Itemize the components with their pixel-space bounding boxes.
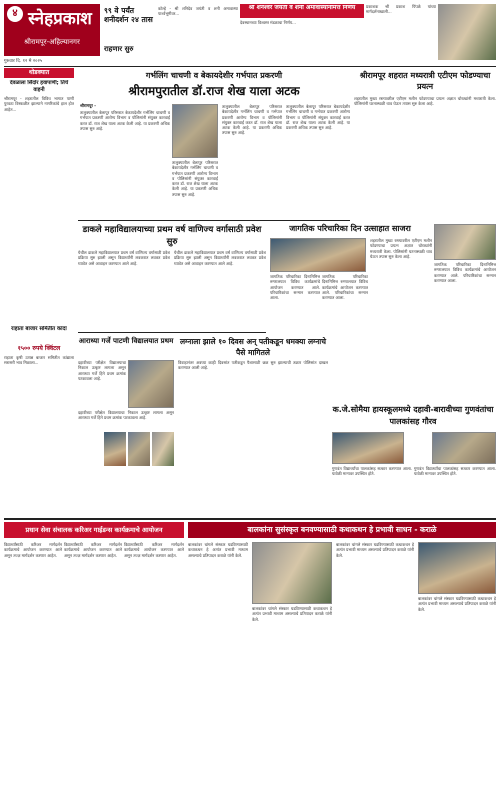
bottom-right-body-col3: बालकांवर चांगले संस्कार घडविण्यासाठी कथाकथन हे अत्यंत प्रभावी माध्यम असल्याचे प्रतिपादन कराळे यांनी केले. <box>336 542 414 558</box>
masthead-logo <box>4 4 100 56</box>
main-body-col4: तालुक्यातील बेलापूर परिसरात बेकायदेशीर गर्भलिंग चाचणी व गर्भपात प्रकरणी आरोग्य विभाग व पोलिसांनी संयुक्त कारवाई करत डॉ. राज शेख याला अटक केली आहे. या प्रकरणी अधिक तपास सुरु आहे. <box>286 104 350 131</box>
main-body-col3: तालुक्यातील बेलापूर परिसरात बेकायदेशीर गर्भलिंग चाचणी व गर्भपात प्रकरणी आरोग्य विभाग व पोलिसांनी संयुक्त कारवाई करत डॉ. राज शेख याला अटक केली आहे. या प्रकरणी अधिक तपास सुरु आहे. <box>222 104 282 136</box>
college-body-cont: येथील डाकले महाविद्यालयात प्रथम वर्ष वाणिज्य वर्गासाठी प्रवेश प्रक्रिया सुरु झाली असून विद्यार्थ्यांनी लवकरात लवकर प्रवेश घ्यावेत असे आवाहन करण्यात आले आहे. <box>174 250 266 266</box>
main-body-cont: तालुक्यातील बेलापूर परिसरात बेकायदेशीर गर्भलिंग चाचणी व गर्भपात प्रकरणी आरोग्य विभाग व पोलिसांनी संयुक्त कारवाई करत डॉ. राज शेख याला अटक केली आहे. या प्रकरणी अधिक तपास सुरु आहे. <box>172 160 218 197</box>
banner-title: श्री शनैश्वर जयंती व शनी अमावास्यनिमित्त निर्णय <box>248 5 356 11</box>
bottom-left-body-cont: विद्यार्थ्यांसाठी करिअर मार्गदर्शन कार्यक्रमाचे आयोजन करण्यात आले असून तज्ज्ञ मार्गदर्शन करणार आहेत. <box>64 542 122 558</box>
promo-status: राहणार सुरु <box>104 45 134 53</box>
nurses-photo <box>270 238 366 272</box>
nurses-body-cont: जागतिक परिचारिका दिनानिमित्त रुग्णालयात विविध कार्यक्रमांचे आयोजन करण्यात आले. परिचारिकांचा सन्मान करण्यात आला. <box>322 274 368 301</box>
bottom-left-headline-box <box>4 522 184 538</box>
school-body-cont: गुणवंत विद्यार्थ्यांचा पालकांसह सत्कार करण्यात आला. यावेळी मान्यवर उपस्थित होते. <box>414 466 496 477</box>
bottom-right-headline-box <box>188 522 496 538</box>
brief-body: श्रीरामपूर - शहरातील विविध भागात पाणी पुरवठा विस्कळीत झाल्याने नागरिकांचे हाल होत आहेत... <box>4 96 74 112</box>
school-headline: क.जे.सोमैया हायस्कूलमध्ये दहावी-बारावीच्या गुणवंतांचा पालकांसह गौरव <box>332 405 494 426</box>
main-photo <box>172 104 218 158</box>
atm-headline: श्रीरामपूर शहरात मध्यरात्री एटीएम फोडण्याचा प्रयत्न <box>359 71 491 91</box>
student-body: दहावीच्या परीक्षेत विद्यालयाचा निकाल उत्कृष्ट लागला असून आराध्या गर्जे हिने प्रथम क्रमांक पटकावला आहे. <box>78 360 126 381</box>
wedding-body: विवाहानंतर अवघ्या काही दिवसांत पतीकडून पैशासाठी छळ सुरु झाल्याची तक्रार पोलिसांत दाखल करण्यात आली आहे. <box>178 360 328 371</box>
newspaper-title: स्नेहप्रकाश <box>28 9 92 29</box>
bottom-right-body-cont: बालकांवर चांगले संस्कार घडविण्यासाठी कथाकथन हे अत्यंत प्रभावी माध्यम असल्याचे प्रतिपादन कराळे यांनी केले. <box>252 606 332 622</box>
market-title: राहाता बाजार समितीत कांदा <box>11 326 67 332</box>
divider <box>78 332 266 333</box>
main-byline: श्रीरामपूर - <box>80 103 96 108</box>
student-photo <box>128 360 174 408</box>
student-photo <box>104 432 126 466</box>
bottom-right-photo <box>252 542 332 604</box>
section-tag: थोडक्यात <box>28 69 50 76</box>
atm-body: शहरातील मुख्य रस्त्यावरील एटीएम मशीन फोडण्याचा प्रयत्न अज्ञात चोरट्यांनी मध्यरात्री केला. पोलिसांनी घटनास्थळी धाव घेऊन तपास सुरु केला आहे. <box>354 96 496 107</box>
divider <box>4 518 496 520</box>
banner-title-box <box>240 4 364 18</box>
bottom-right-photo-2 <box>418 542 496 594</box>
student-headline: आराध्या गर्जे पाटणी विद्यालयात प्रथम <box>78 337 174 345</box>
divider <box>78 220 350 221</box>
masthead-photo <box>438 4 496 60</box>
brief-title: देवळाला सिंदोर हवापाणी; तिचे वाहनी <box>9 80 69 93</box>
atm-body-cont: शहरातील मुख्य रस्त्यावरील एटीएम मशीन फोडण्याचा प्रयत्न अज्ञात चोरट्यांनी मध्यरात्री केला. पोलिसांनी घटनास्थळी धाव घेऊन तपास सुरु केला आहे. <box>370 238 432 259</box>
divider <box>4 66 496 67</box>
student-photos <box>104 432 174 466</box>
teaser-right: प्रकाशक श्री प्रकाश पिंपळे यांच्या मार्गदर्शनाखाली... <box>366 4 436 15</box>
bottom-left-headline: प्रधान सेवा संचालक करिअर गाईडन्स कार्यक्रमाचे आयोजन <box>25 526 163 534</box>
main-kicker: गर्भलिंग चाचणी व बेकायदेशीर गर्भपात प्रकरणी <box>145 71 283 80</box>
newspaper-subtitle: श्रीरामपूर-अहिल्यानगर <box>24 38 80 46</box>
school-photo <box>332 432 404 464</box>
banner-text: देवस्थानच्या विश्वस्त मंडळाचा निर्णय... <box>240 20 296 25</box>
nurses-body-right: जागतिक परिचारिका दिनानिमित्त रुग्णालयात विविध कार्यक्रमांचे आयोजन करण्यात आले. परिचारिकांचा सन्मान करण्यात आला. <box>434 262 496 283</box>
bottom-right-body: बालकांवर चांगले संस्कार घडविण्यासाठी कथाकथन हे अत्यंत प्रभावी माध्यम असल्याचे प्रतिपादन कराळे यांनी केले. <box>188 542 248 558</box>
bottom-left-body: विद्यार्थ्यांसाठी करिअर मार्गदर्शन कार्यक्रमाचे आयोजन करण्यात आले असून तज्ज्ञ मार्गदर्शन करणार आहेत. <box>4 542 62 558</box>
school-photo <box>432 432 496 464</box>
college-body: येथील डाकले महाविद्यालयात प्रथम वर्ष वाणिज्य वर्गासाठी प्रवेश प्रक्रिया सुरु झाली असून विद्यार्थ्यांनी लवकरात लवकर प्रवेश घ्यावेत असे आवाहन करण्यात आले आहे. <box>78 250 170 266</box>
logo-number: ४ <box>7 6 23 22</box>
bottom-left-body-col3: विद्यार्थ्यांसाठी करिअर मार्गदर्शन कार्यक्रमाचे आयोजन करण्यात आले असून तज्ज्ञ मार्गदर्शन करणार आहेत. <box>124 542 184 558</box>
market-price: १५०० रुपये क्विंटल <box>17 345 61 352</box>
bottom-right-headline: बालकांना सुसंस्कृत बनवण्यासाठी कथाकथन हे प्रभावी साधन - कराळे <box>247 525 437 534</box>
college-headline: डाकले महाविद्यालयाच्या प्रथम वर्ष वाणिज्य वर्गासाठी प्रवेश सुरु <box>82 225 262 247</box>
main-headline: श्रीरामपुरातील डॉ.राज शेख याला अटक <box>128 84 300 98</box>
section-tag-box <box>4 68 74 78</box>
main-body: तालुक्यातील बेलापूर परिसरात बेकायदेशीर गर्भलिंग चाचणी व गर्भपात प्रकरणी आरोग्य विभाग व पोलिसांनी संयुक्त कारवाई करत डॉ. राज शेख याला अटक केली आहे. या प्रकरणी अधिक तपास सुरु आहे. <box>80 110 170 131</box>
teaser-left: कोल्हे - श्री शनिदेव जयंती व शनी अमावास्या पार्श्वभूमीवर... <box>158 6 238 17</box>
right-photo <box>434 224 496 260</box>
nurses-headline: जागतिक परिचारिका दिन उत्साहात साजरा <box>289 224 411 233</box>
student-photo <box>152 432 174 466</box>
student-photo <box>128 432 150 466</box>
dateline: गुरुवार दि. १२ मे २०२५ <box>4 59 43 64</box>
promo-headline: ९९ वे पर्यंत शनीदर्शन २४ तास <box>104 6 153 24</box>
wedding-headline: लग्नाला झाले १० दिवस अन् पतीकडून धमक्या लग्नाचे पैसे मागितले <box>179 337 327 357</box>
market-body: राहाता कृषी उत्पन्न बाजार समितीत कांद्याला सरासरी भाव मिळाला... <box>4 355 74 366</box>
bottom-right-body-col4: बालकांवर चांगले संस्कार घडविण्यासाठी कथाकथन हे अत्यंत प्रभावी माध्यम असल्याचे प्रतिपादन कराळे यांनी केले. <box>418 596 496 612</box>
school-body: गुणवंत विद्यार्थ्यांचा पालकांसह सत्कार करण्यात आला. यावेळी मान्यवर उपस्थित होते. <box>332 466 412 477</box>
nurses-body: जागतिक परिचारिका दिनानिमित्त रुग्णालयात विविध कार्यक्रमांचे आयोजन करण्यात आले. परिचारिकांचा सन्मान करण्यात आला. <box>270 274 320 301</box>
student-body-cont: दहावीच्या परीक्षेत विद्यालयाचा निकाल उत्कृष्ट लागला असून आराध्या गर्जे हिने प्रथम क्रमांक पटकावला आहे. <box>78 410 174 421</box>
